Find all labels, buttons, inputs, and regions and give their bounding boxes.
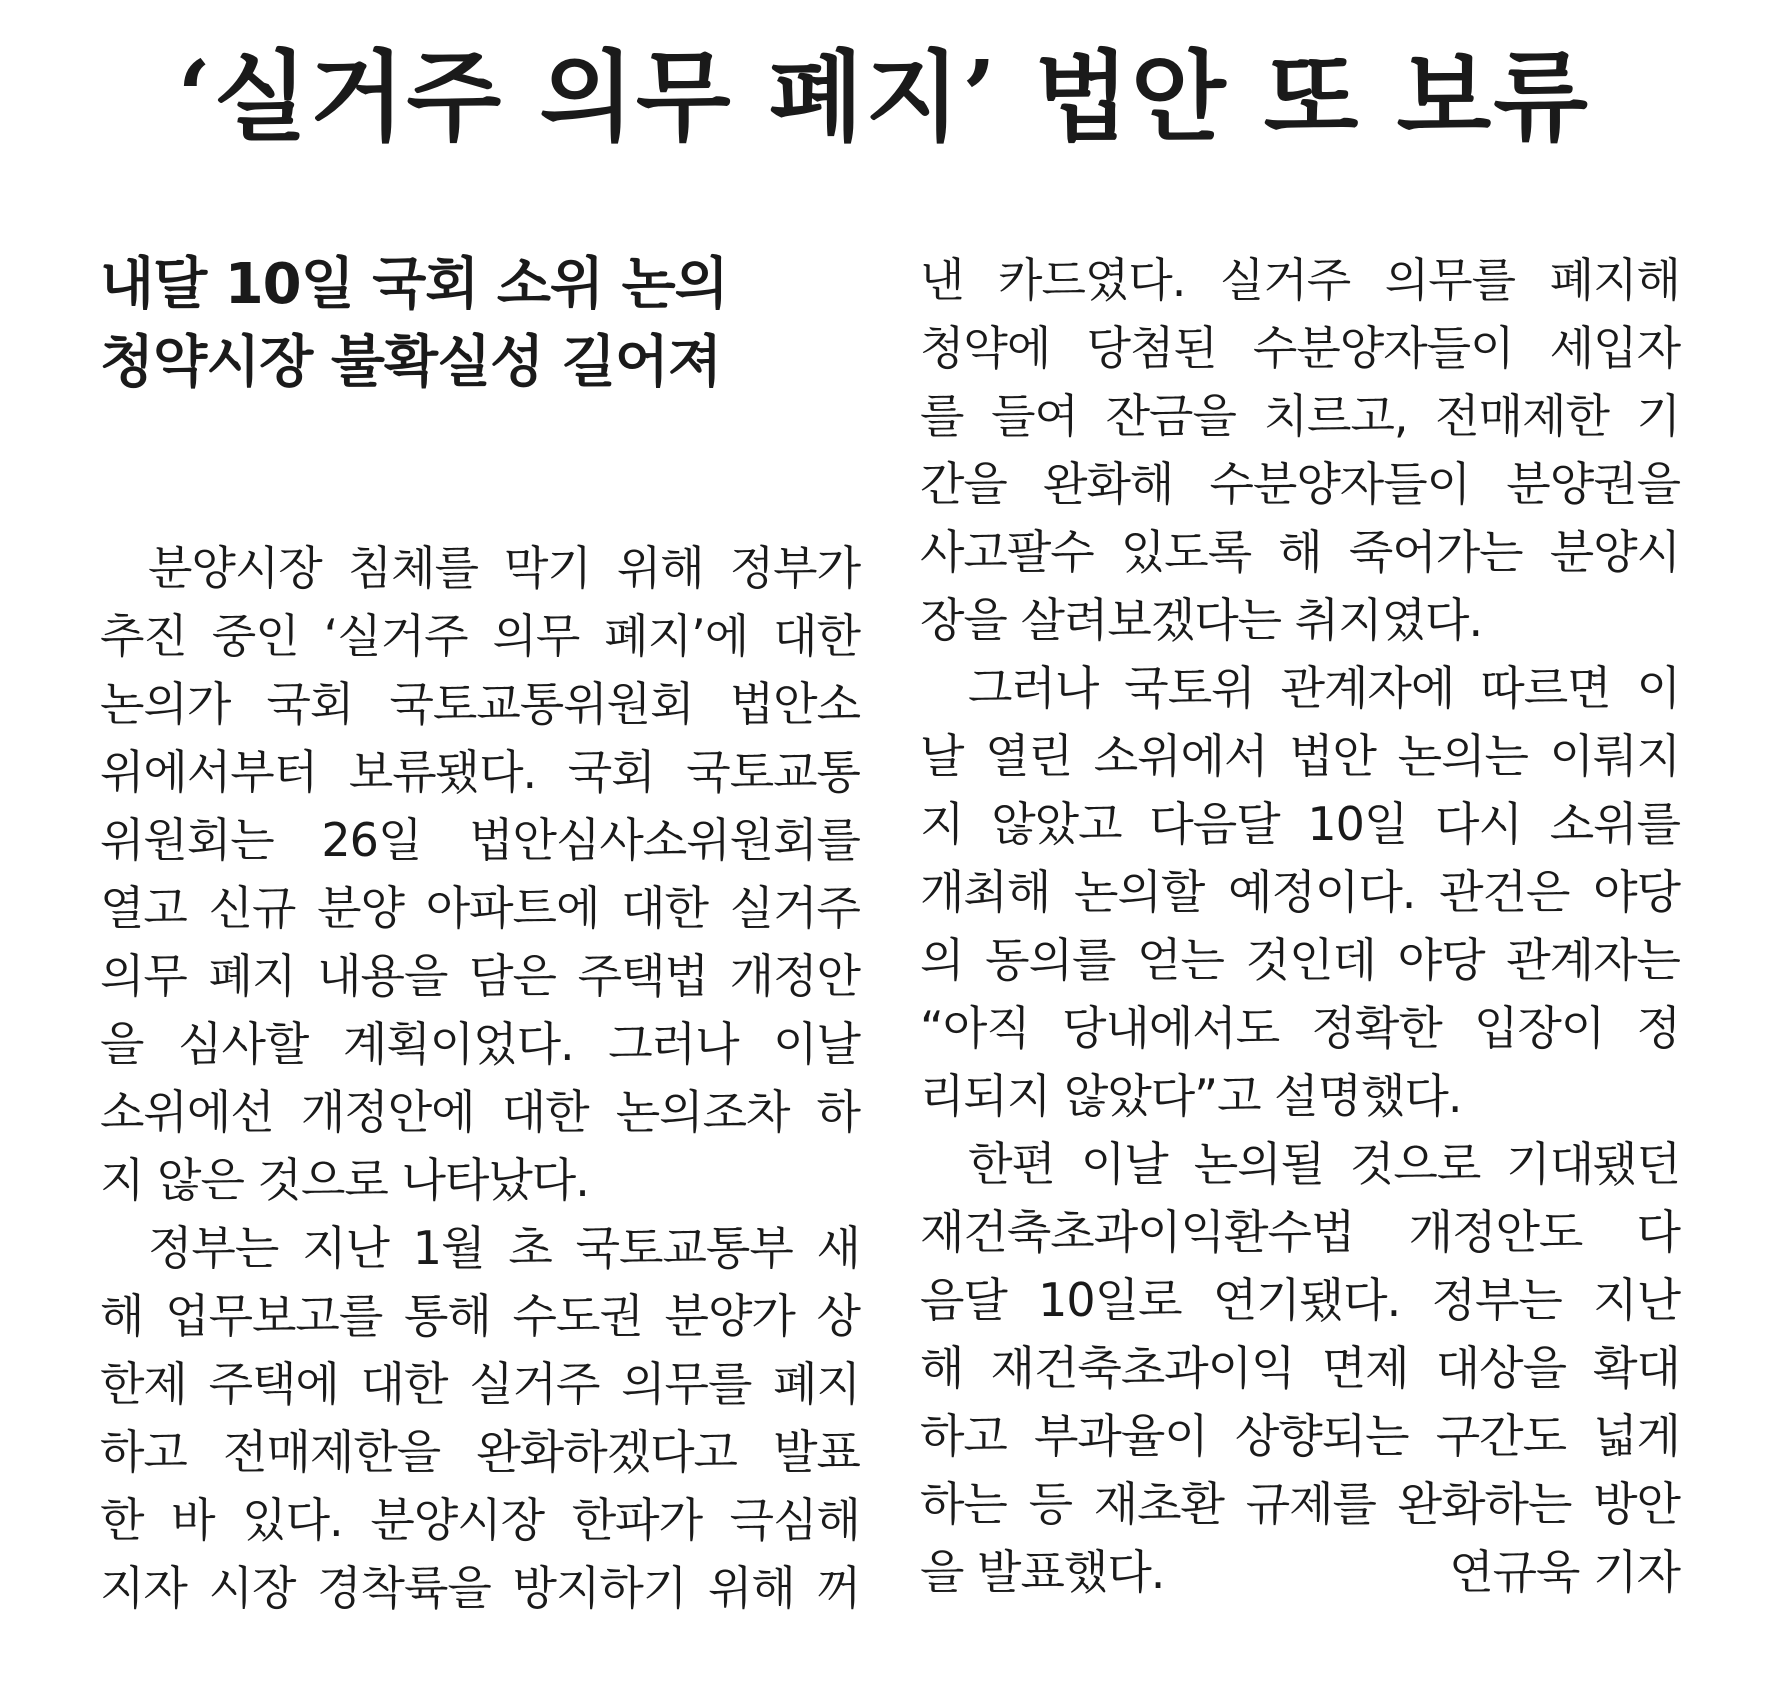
body-line: 지 않았고 다음달 10일 다시 소위를 [920, 797, 1680, 851]
body-line: 을 심사할 계획이었다. 그러나 이날 [100, 1017, 860, 1071]
subheadline-block [100, 246, 840, 402]
body-line: 의무 폐지 내용을 담은 주택법 개정안 [100, 949, 860, 1003]
body-line: 음달 10일로 연기됐다. 정부는 지난 [920, 1273, 1680, 1327]
final-line [920, 1538, 1680, 1606]
body-line: 하는 등 재초환 규제를 완화하는 방안 [920, 1477, 1680, 1531]
headline: ‘실거주 의무 폐지’ 법안 또 보류 [177, 40, 1590, 155]
subheadline: 청약시장 불확실성 길어져 [100, 330, 722, 395]
body-line: 낸 카드였다. 실거주 의무를 폐지해 [920, 253, 1680, 307]
body-column-right [920, 246, 1680, 1606]
body-line: 그러나 국토위 관계자에 따르면 이 [968, 661, 1680, 715]
body-line: 재건축초과이익환수법 개정안도 다 [920, 1205, 1680, 1259]
body-line: 열고 신규 분양 아파트에 대한 실거주 [100, 881, 860, 935]
body-line: 논의가 국회 국토교통위원회 법안소 [100, 677, 860, 731]
body-line: 해 재건축초과이익 면제 대상을 확대 [920, 1341, 1680, 1395]
body-column-left [100, 534, 860, 1622]
body-line: 사고팔수 있도록 해 죽어가는 분양시 [920, 525, 1680, 579]
body-line: 간을 완화해 수분양자들이 분양권을 [920, 457, 1680, 511]
body-line: 날 열린 소위에서 법안 논의는 이뤄지 [920, 729, 1680, 783]
subheadline: 내달 10일 국회 소위 논의 [100, 252, 728, 317]
body-line: 개최해 논의할 예정이다. 관건은 야당 [920, 865, 1680, 919]
body-line: 해 업무보고를 통해 수도권 분양가 상 [100, 1289, 860, 1343]
body-line: 의 동의를 얻는 것인데 야당 관계자는 [920, 933, 1680, 987]
body-line: 하고 부과율이 상향되는 구간도 넓게 [920, 1409, 1680, 1463]
body-line: 를 들여 잔금을 치르고, 전매제한 기 [920, 389, 1680, 443]
body-line: 지 않은 것으로 나타났다. [100, 1153, 589, 1207]
body-line: 리되지 않았다”고 설명했다. [920, 1069, 1462, 1123]
body-line: 정부는 지난 1월 초 국토교통부 새 [148, 1221, 860, 1275]
body-line: 분양시장 침체를 막기 위해 정부가 [148, 541, 860, 595]
body-line: 하고 전매제한을 완화하겠다고 발표 [100, 1425, 860, 1479]
body-line: 소위에선 개정안에 대한 논의조차 하 [100, 1085, 860, 1139]
body-line: 한제 주택에 대한 실거주 의무를 폐지 [100, 1357, 860, 1411]
body-line: 장을 살려보겠다는 취지였다. [920, 593, 1483, 647]
byline: 연규욱 기자 [1449, 1545, 1680, 1599]
body-line: “아직 당내에서도 정확한 입장이 정 [920, 1001, 1680, 1055]
body-line: 위원회는 26일 법안심사소위원회를 [100, 813, 860, 867]
body-line: 한 바 있다. 분양시장 한파가 극심해 [100, 1493, 860, 1547]
body-line: 지자 시장 경착륙을 방지하기 위해 꺼 [100, 1561, 860, 1615]
body-line: 추진 중인 ‘실거주 의무 폐지’에 대한 [100, 609, 860, 663]
body-line: 위에서부터 보류됐다. 국회 국토교통 [100, 745, 860, 799]
body-line: 청약에 당첨된 수분양자들이 세입자 [920, 321, 1680, 375]
body-line: 을 발표했다. [920, 1545, 1165, 1599]
body-line: 한편 이날 논의될 것으로 기대됐던 [968, 1137, 1680, 1191]
